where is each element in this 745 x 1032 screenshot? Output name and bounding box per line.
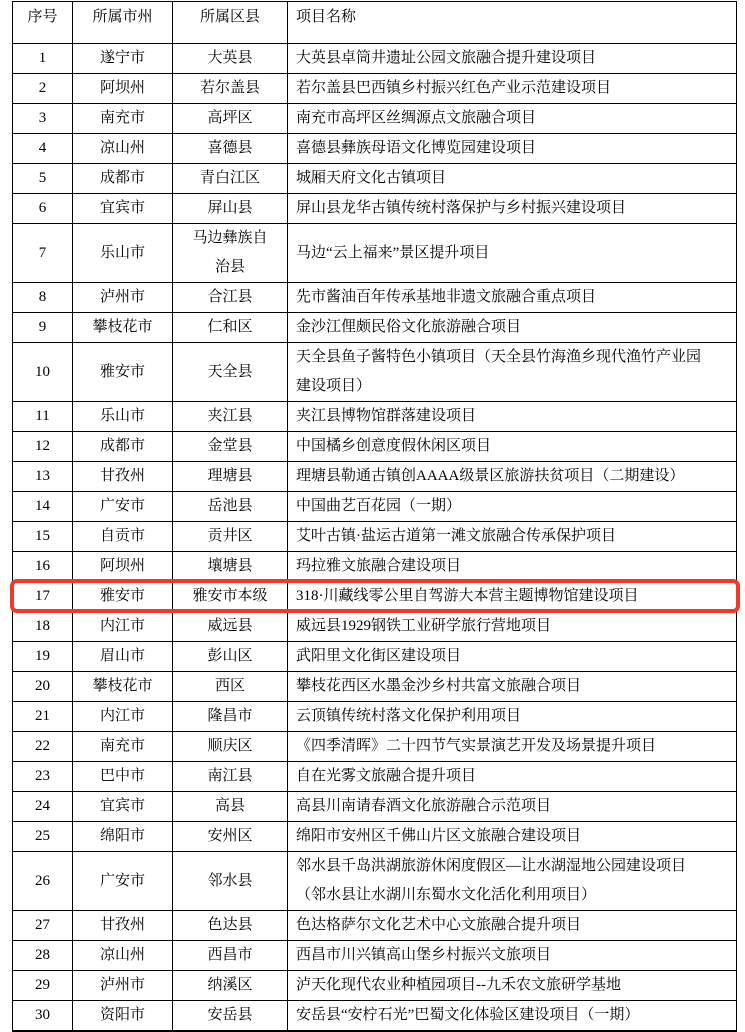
table-row <box>13 852 736 911</box>
cell-index: 3 <box>13 104 73 133</box>
cell-city: 凉山州 <box>73 134 173 163</box>
cell-county-text: 顺庆区 <box>207 738 253 754</box>
table-row <box>13 612 736 642</box>
cell-project: 泸天化现代农业种植园项目--九禾农文旅研学基地 <box>296 977 621 993</box>
table-row <box>13 432 736 462</box>
table-header-row <box>13 2 736 44</box>
cell-county <box>173 432 288 461</box>
cell-county-text: 大英县 <box>207 50 253 66</box>
table-row <box>13 462 736 492</box>
cell-project: 喜德县彝族母语文化博览园建设项目 <box>296 140 537 156</box>
cell-city: 宜宾市 <box>73 194 173 223</box>
cell-project: 艾叶古镇·盐运古道第一滩文旅融合传承保护项目 <box>296 528 616 544</box>
table-row <box>13 74 736 104</box>
cell-county <box>173 762 288 791</box>
table-row <box>13 224 736 283</box>
cell-county <box>173 224 288 282</box>
cell-county <box>173 164 288 193</box>
cell-city: 眉山市 <box>73 642 173 671</box>
cell-county <box>173 642 288 671</box>
column-header-city: 所属市州 <box>73 2 173 43</box>
cell-index: 15 <box>13 522 73 551</box>
table-row <box>13 313 736 343</box>
table-row <box>13 941 736 971</box>
cell-county <box>173 971 288 1000</box>
cell-index: 29 <box>13 971 73 1000</box>
cell-county <box>173 44 288 73</box>
cell-county-text: 纳溪区 <box>207 977 253 993</box>
cell-county-text: 金堂县 <box>207 438 253 454</box>
table-row <box>13 283 736 313</box>
cell-index: 19 <box>13 642 73 671</box>
table-row <box>13 762 736 792</box>
cell-project: 马边“云上福来”景区提升项目 <box>296 244 490 261</box>
cell-county <box>173 552 288 581</box>
cell-city: 甘孜州 <box>73 462 173 491</box>
cell-project: 中国橘乡创意度假休闲区项目 <box>296 438 492 454</box>
cell-county-text: 南江县 <box>207 768 253 784</box>
cell-county <box>173 1001 288 1030</box>
cell-index: 30 <box>13 1001 73 1030</box>
cell-project: 高县川南请春酒文化旅游融合示范项目 <box>296 798 552 814</box>
table-row <box>13 822 736 852</box>
table-row <box>13 792 736 822</box>
table-row <box>13 402 736 432</box>
cell-county-text: 马边彝族自治县 <box>192 230 268 275</box>
cell-project: 西昌市川兴镇高山堡乡村振兴文旅项目 <box>296 947 552 963</box>
cell-index: 18 <box>13 612 73 641</box>
cell-project: 金沙江俚颇民俗文化旅游融合项目 <box>296 319 522 335</box>
cell-county <box>173 522 288 551</box>
column-header-index: 序号 <box>13 2 73 43</box>
cell-county-text: 隆昌市 <box>207 708 253 724</box>
cell-project: 若尔盖县巴西镇乡村振兴红色产业示范建设项目 <box>296 80 612 96</box>
cell-index: 24 <box>13 792 73 821</box>
cell-county <box>173 402 288 431</box>
cell-project: 南充市高坪区丝绸源点文旅融合项目 <box>296 110 537 126</box>
cell-project: 天全县鱼子酱特色小镇项目（天全县竹海渔乡现代渔竹产业园建设项目） <box>296 349 702 394</box>
table-row <box>13 343 736 402</box>
cell-county <box>173 134 288 163</box>
cell-county-text: 天全县 <box>207 363 253 380</box>
cell-city: 泸州市 <box>73 971 173 1000</box>
table-row <box>13 44 736 74</box>
table-row <box>13 1001 736 1031</box>
cell-project: 自在光雾文旅融合提升项目 <box>296 768 477 784</box>
cell-project: 邻水县千岛洪湖旅游休闲度假区—让水湖湿地公园建设项目（邻水县让水湖川东蜀水文化活化利用项目） <box>296 858 687 903</box>
cell-county <box>173 104 288 133</box>
cell-city: 成都市 <box>73 164 173 193</box>
cell-city: 乐山市 <box>73 402 173 431</box>
cell-index: 13 <box>13 462 73 491</box>
cell-city: 攀枝花市 <box>73 672 173 701</box>
cell-index: 11 <box>13 402 73 431</box>
cell-index: 12 <box>13 432 73 461</box>
cell-index: 8 <box>13 283 73 312</box>
table-row <box>13 492 736 522</box>
table-body <box>13 44 736 1031</box>
cell-county <box>173 612 288 641</box>
cell-index: 16 <box>13 552 73 581</box>
cell-index: 6 <box>13 194 73 223</box>
cell-county <box>173 343 288 401</box>
cell-county-text: 高坪区 <box>207 110 253 126</box>
cell-city: 凉山州 <box>73 941 173 970</box>
cell-index: 28 <box>13 941 73 970</box>
cell-county <box>173 822 288 851</box>
table-row <box>13 552 736 582</box>
cell-county <box>173 74 288 103</box>
cell-project: 威远县1929钢铁工业研学旅行营地项目 <box>296 618 552 634</box>
cell-city: 绵阳市 <box>73 822 173 851</box>
cell-city: 自贡市 <box>73 522 173 551</box>
cell-city: 巴中市 <box>73 762 173 791</box>
cell-county <box>173 911 288 940</box>
cell-city: 甘孜州 <box>73 911 173 940</box>
cell-county <box>173 941 288 970</box>
cell-county-text: 西区 <box>214 678 245 694</box>
cell-city: 遂宁市 <box>73 44 173 73</box>
table-row <box>13 732 736 762</box>
cell-county-text: 仁和区 <box>207 319 253 335</box>
cell-county-text: 雅安市本级 <box>192 588 268 604</box>
cell-index: 27 <box>13 911 73 940</box>
cell-project: 武阳里文化街区建设项目 <box>296 648 462 664</box>
cell-project: 城厢天府文化古镇项目 <box>296 170 447 186</box>
cell-county <box>173 313 288 342</box>
cell-project: 绵阳市安州区千佛山片区文旅融合建设项目 <box>296 828 582 844</box>
cell-project: 318·川藏线零公里自驾游大本营主题博物馆建设项目 <box>296 588 639 604</box>
cell-project: 理塘县勒通古镇创AAAA级景区旅游扶贫项目（二期建设） <box>296 468 685 484</box>
cell-city: 南充市 <box>73 104 173 133</box>
table-row <box>13 194 736 224</box>
cell-project: 先市酱油百年传承基地非遗文旅融合重点项目 <box>296 289 597 305</box>
cell-project: 色达格萨尔文化艺术中心文旅融合提升项目 <box>296 917 582 933</box>
cell-county-text: 色达县 <box>207 917 253 933</box>
cell-county-text: 安州区 <box>207 828 253 844</box>
cell-county-text: 贡井区 <box>207 528 253 544</box>
projects-table <box>12 1 737 1032</box>
cell-city: 阿坝州 <box>73 552 173 581</box>
cell-index: 21 <box>13 702 73 731</box>
cell-index: 22 <box>13 732 73 761</box>
cell-index: 2 <box>13 74 73 103</box>
cell-county-text: 彭山区 <box>207 648 253 664</box>
table-row <box>13 522 736 552</box>
table-row <box>13 672 736 702</box>
cell-project: 中国曲艺百花园（一期） <box>296 498 462 514</box>
cell-project: 攀枝花西区水墨金沙乡村共富文旅融合项目 <box>296 678 582 694</box>
cell-county <box>173 672 288 701</box>
cell-city: 广安市 <box>73 852 173 910</box>
cell-project: 玛拉雅文旅融合建设项目 <box>296 558 462 574</box>
cell-county-text: 西昌市 <box>207 947 253 963</box>
cell-index: 14 <box>13 492 73 521</box>
table-row <box>13 911 736 941</box>
column-header-project: 项目名称 <box>296 9 357 25</box>
cell-index: 17 <box>13 582 73 611</box>
cell-city: 阿坝州 <box>73 74 173 103</box>
cell-county <box>173 792 288 821</box>
cell-county-text: 邻水县 <box>207 872 253 889</box>
cell-county-text: 若尔盖县 <box>199 80 260 96</box>
cell-index: 1 <box>13 44 73 73</box>
cell-project: 大英县卓筒井遗址公园文旅融合提升建设项目 <box>296 50 597 66</box>
cell-city: 宜宾市 <box>73 792 173 821</box>
cell-county <box>173 283 288 312</box>
column-header-county: 所属区县 <box>173 2 288 43</box>
table-row <box>13 164 736 194</box>
cell-city: 乐山市 <box>73 224 173 282</box>
cell-county-text: 青白江区 <box>199 170 260 186</box>
cell-project: 云顶镇传统村落文化保护利用项目 <box>296 708 522 724</box>
cell-index: 23 <box>13 762 73 791</box>
cell-county-text: 屏山县 <box>207 200 253 216</box>
cell-city: 资阳市 <box>73 1001 173 1030</box>
cell-county-text: 夹江县 <box>207 408 253 424</box>
cell-county-text: 威远县 <box>207 618 253 634</box>
cell-index: 20 <box>13 672 73 701</box>
cell-city: 雅安市 <box>73 582 173 611</box>
cell-county <box>173 852 288 910</box>
cell-county-text: 岳池县 <box>207 498 253 514</box>
cell-county <box>173 702 288 731</box>
cell-county-text: 壤塘县 <box>207 558 253 574</box>
cell-city: 成都市 <box>73 432 173 461</box>
cell-index: 5 <box>13 164 73 193</box>
table-row <box>13 134 736 164</box>
cell-county-text: 喜德县 <box>207 140 253 156</box>
table-row <box>13 104 736 134</box>
cell-city: 内江市 <box>73 702 173 731</box>
table-row <box>13 702 736 732</box>
cell-city: 雅安市 <box>73 343 173 401</box>
cell-project: 屏山县龙华古镇传统村落保护与乡村振兴建设项目 <box>296 200 627 216</box>
cell-index: 9 <box>13 313 73 342</box>
cell-project: 夹江县博物馆群落建设项目 <box>296 408 477 424</box>
cell-index: 25 <box>13 822 73 851</box>
cell-county-text: 高县 <box>214 798 245 814</box>
cell-county-text: 合江县 <box>207 289 253 305</box>
cell-city: 泸州市 <box>73 283 173 312</box>
cell-city: 广安市 <box>73 492 173 521</box>
cell-county <box>173 492 288 521</box>
cell-city: 攀枝花市 <box>73 313 173 342</box>
cell-county <box>173 582 288 611</box>
cell-county <box>173 194 288 223</box>
cell-index: 10 <box>13 343 73 401</box>
cell-index: 26 <box>13 852 73 910</box>
cell-index: 7 <box>13 224 73 282</box>
cell-project: 安岳县“安柠石光”巴蜀文化体验区建设项目（一期） <box>296 1007 640 1023</box>
cell-county-text: 安岳县 <box>207 1007 253 1023</box>
cell-index: 4 <box>13 134 73 163</box>
table-row <box>13 642 736 672</box>
cell-city: 南充市 <box>73 732 173 761</box>
cell-county <box>173 462 288 491</box>
table-row-highlighted <box>13 582 736 612</box>
cell-city: 内江市 <box>73 612 173 641</box>
cell-county-text: 理塘县 <box>207 468 253 484</box>
cell-project: 《四季清晖》二十四节气实景演艺开发及场景提升项目 <box>296 738 657 754</box>
cell-county <box>173 732 288 761</box>
